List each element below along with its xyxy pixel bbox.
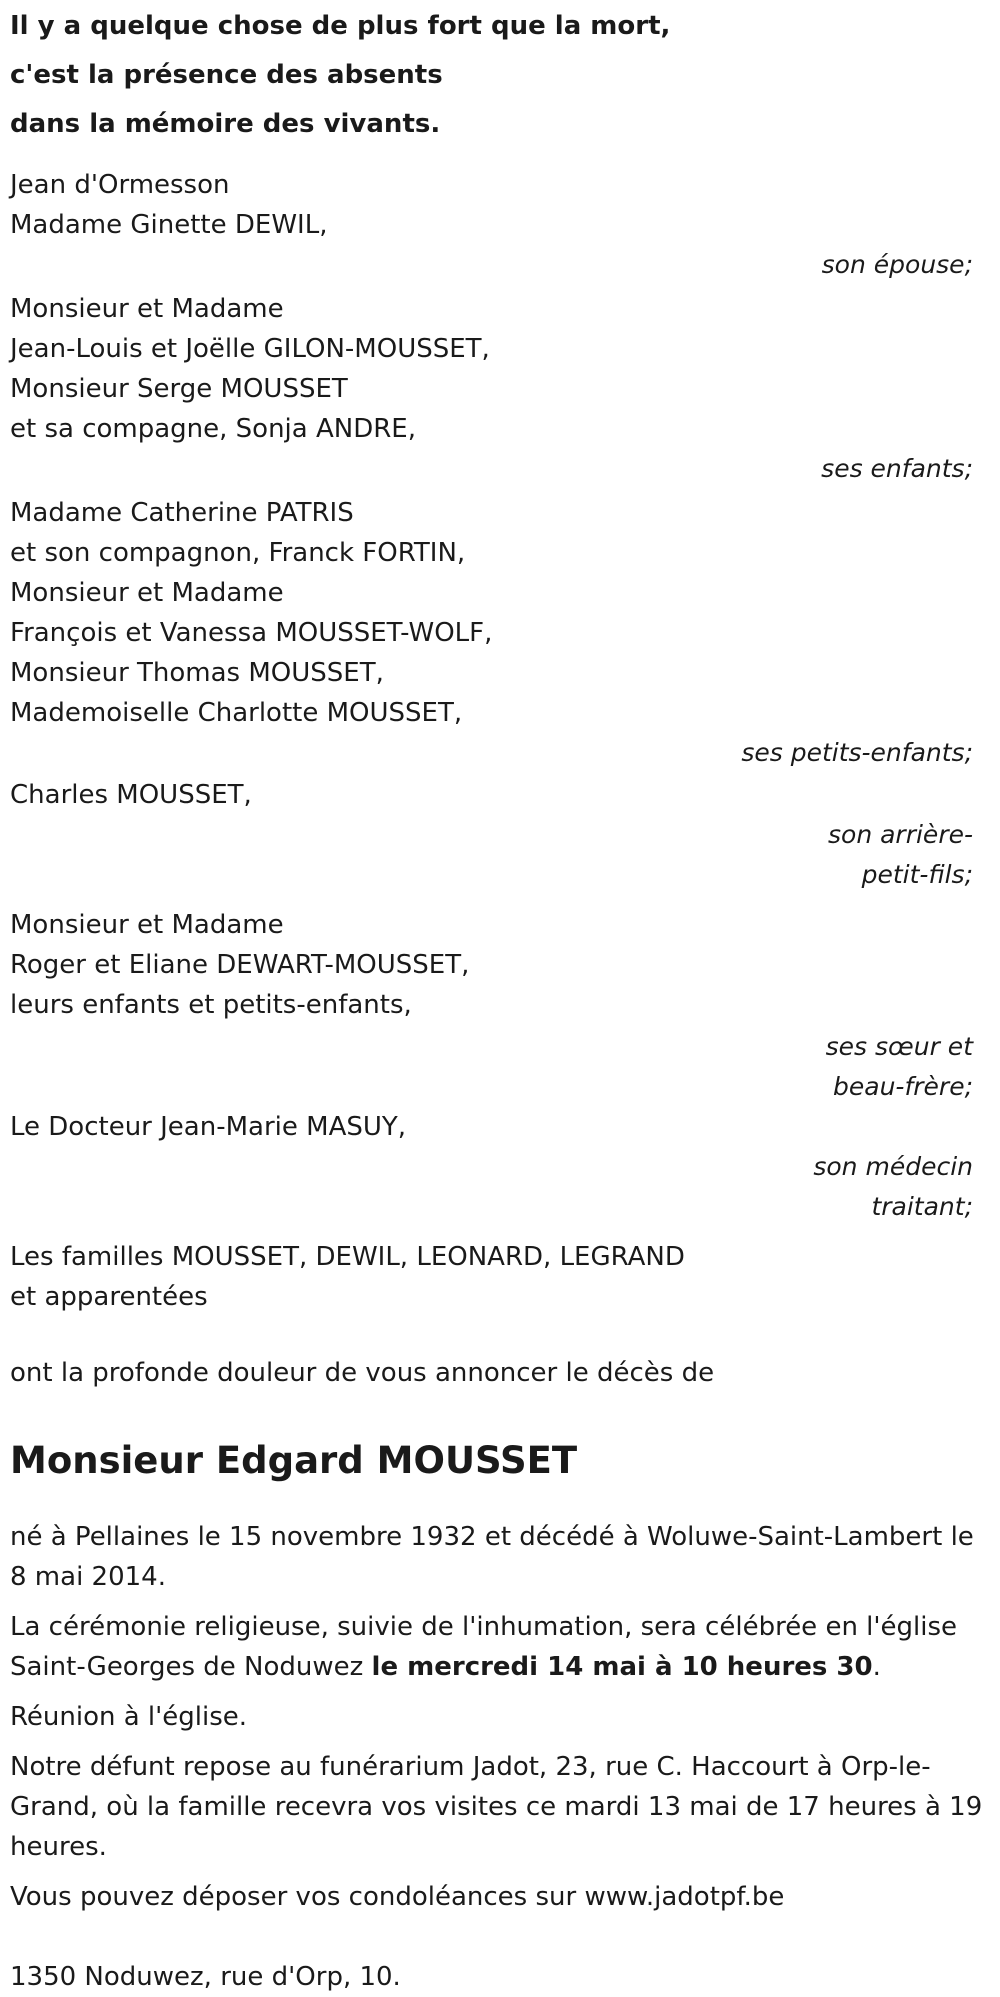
family-line: Monsieur et Madame <box>10 294 284 324</box>
paragraph-line: Grand, où la famille recevra vos visites ce mardi 13 mai de 17 heures à 19 <box>10 1792 983 1822</box>
ceremony-paragraph <box>10 1607 990 1687</box>
announcement: ont la profonde douleur de vous annoncer le décès de <box>10 1358 715 1388</box>
family-line: Monsieur et Madame <box>10 910 284 940</box>
birth-death-paragraph <box>10 1517 990 1597</box>
family-line: Monsieur et Madame <box>10 578 284 608</box>
family-line: et son compagnon, Franck FORTIN, <box>10 538 466 568</box>
family-role <box>10 815 990 895</box>
family-role <box>10 245 990 285</box>
family-line: Mademoiselle Charlotte MOUSSET, <box>10 698 463 728</box>
family-line: Monsieur Thomas MOUSSET, <box>10 658 384 688</box>
family-line: Monsieur Serge MOUSSET <box>10 374 348 404</box>
family-group-children <box>10 289 990 489</box>
meeting-paragraph <box>10 1697 990 1737</box>
family-line: Madame Ginette DEWIL, <box>10 210 328 240</box>
ceremony-date: le mercredi 14 mai à 10 heures 30 <box>371 1652 873 1682</box>
role-line: beau-frère; <box>833 1072 973 1101</box>
family-line: Jean-Louis et Joëlle GILON-MOUSSET, <box>10 334 490 364</box>
paragraph-line: Vous pouvez déposer vos condoléances sur www.jadotpf.be <box>10 1882 785 1912</box>
family-role <box>10 1147 990 1227</box>
family-role <box>10 449 990 489</box>
family-group-great-grandson <box>10 775 990 895</box>
family-role <box>10 1027 990 1107</box>
role-line: son médecin <box>813 1152 973 1181</box>
family-group-grandchildren <box>10 493 990 773</box>
paragraph-line: Réunion à l'église. <box>10 1702 248 1732</box>
family-role <box>10 733 990 773</box>
family-line: et apparentées <box>10 1282 208 1312</box>
family-group-doctor <box>10 1107 990 1227</box>
address: 1350 Noduwez, rue d'Orp, 10. <box>10 1962 401 1992</box>
family-line: Madame Catherine PATRIS <box>10 498 354 528</box>
role-line: son épouse; <box>821 250 973 279</box>
family-line: François et Vanessa MOUSSET-WOLF, <box>10 618 493 648</box>
paragraph-line <box>10 1647 990 1687</box>
quote-line: c'est la présence des absents <box>10 60 443 90</box>
role-line: petit-fils; <box>861 860 973 889</box>
family-line: Les familles MOUSSET, DEWIL, LEONARD, LEGRAND <box>10 1242 685 1272</box>
paragraph-line: Notre défunt repose au funérarium Jadot, 23, rue C. Haccourt à Orp-le- <box>10 1752 931 1782</box>
family-line: leurs enfants et petits-enfants, <box>10 990 412 1020</box>
role-line: traitant; <box>871 1192 973 1221</box>
deceased-name: Monsieur Edgard MOUSSET <box>10 1439 578 1482</box>
visit-paragraph <box>10 1747 990 1867</box>
ceremony-period: . <box>872 1652 881 1682</box>
quote-line: dans la mémoire des vivants. <box>10 109 441 139</box>
paragraph-line: 8 mai 2014. <box>10 1562 166 1592</box>
paragraph-line: né à Pellaines le 15 novembre 1932 et décédé à Woluwe-Saint-Lambert le <box>10 1522 974 1552</box>
quote-line: Il y a quelque chose de plus fort que la mort, <box>10 11 671 41</box>
family-line: Charles MOUSSET, <box>10 780 252 810</box>
family-line: et sa compagne, Sonja ANDRE, <box>10 414 416 444</box>
quote <box>10 2 990 149</box>
paragraph-line: La cérémonie religieuse, suivie de l'inhumation, sera célébrée en l'église <box>10 1612 958 1642</box>
obituary-page <box>0 2 1000 1992</box>
role-line: ses petits-enfants; <box>741 738 973 767</box>
family-group-relatives <box>10 1237 990 1317</box>
family-line: Le Docteur Jean-Marie MASUY, <box>10 1112 407 1142</box>
role-line: ses sœur et <box>825 1032 973 1061</box>
family-group-siblings <box>10 905 990 1107</box>
ceremony-location: Saint-Georges de Noduwez <box>10 1652 372 1682</box>
family-group-spouse <box>10 205 990 285</box>
role-line: son arrière- <box>828 820 973 849</box>
role-line: ses enfants; <box>821 454 973 483</box>
condolences-paragraph <box>10 1877 990 1917</box>
quote-author: Jean d'Ormesson <box>10 170 230 200</box>
paragraph-line: heures. <box>10 1832 107 1862</box>
family-line: Roger et Eliane DEWART-MOUSSET, <box>10 950 470 980</box>
